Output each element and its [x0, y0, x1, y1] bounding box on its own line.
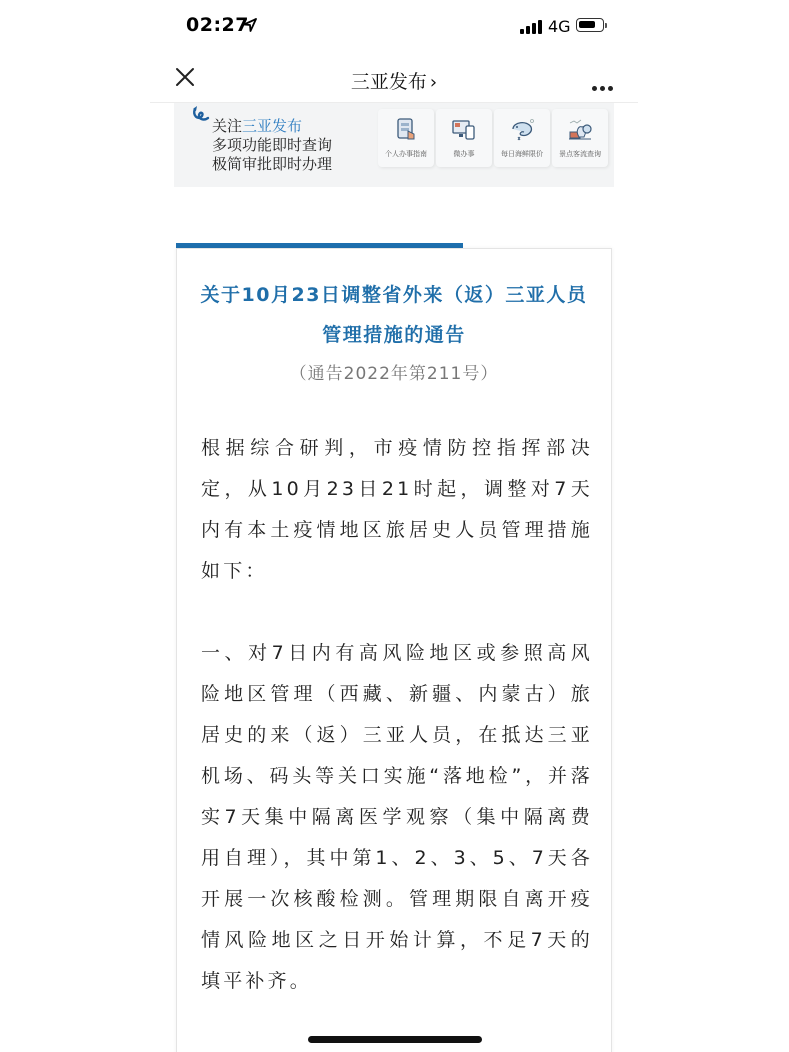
tile-scenic-traffic[interactable]	[552, 109, 608, 167]
cellular-signal-icon	[520, 20, 542, 34]
tile-label: 每日海鲜限价	[501, 150, 543, 158]
devices-icon	[451, 117, 477, 143]
status-bar	[150, 0, 638, 56]
network-type: 4G	[548, 17, 571, 36]
location-arrow-icon	[242, 17, 258, 33]
phone-screen	[150, 0, 638, 1052]
tile-micro-services[interactable]	[436, 109, 492, 167]
shrimp-icon	[509, 117, 535, 143]
banner-line-2: 多项功能即时查询	[212, 136, 333, 154]
battery-tip	[605, 23, 607, 28]
tile-label: 景点客流查询	[559, 150, 601, 158]
status-time: 02:27	[186, 14, 249, 36]
battery-icon	[576, 18, 604, 32]
tile-label: 微办事	[453, 150, 475, 158]
follow-banner[interactable]	[174, 103, 614, 187]
tile-label: 个人办事指南	[385, 150, 427, 158]
article-paragraph: 一、对7日内有高风险地区或参照高风险地区管理（西藏、新疆、内蒙古）旅居史的来（返）三亚人员，在抵达三亚机场、码头等关口实施“落地检”，并落实7天集中隔离医学观察（集中隔离费用自理），其中第1、2、3、5、7天各开展一次核酸检测。管理期限自离开疫情风险地区之日开始计算，不足7天的填平补齐。	[201, 642, 593, 992]
scenic-location-icon	[567, 117, 593, 143]
tile-seafood-price[interactable]	[494, 109, 550, 167]
home-indicator[interactable]	[308, 1036, 482, 1043]
banner-follow-prefix: 关注	[212, 117, 243, 135]
article-card	[176, 248, 612, 1052]
article-notice-number: （通告2022年第211号）	[289, 364, 499, 384]
banner-account-name: 三亚发布	[242, 117, 303, 135]
article-paragraph: 根据综合研判，市疫情防控指挥部决定，从10月23日21时起，调整对7天内有本土疫情地区旅居史人员管理措施如下：	[201, 437, 593, 582]
banner-service-tiles	[378, 109, 608, 167]
account-title-link[interactable]	[150, 67, 638, 94]
article-title: 关于10月23日调整省外来（返）三亚人员管理措施的通告	[200, 284, 588, 346]
chevron-right-icon: ›	[429, 72, 438, 93]
account-name: 三亚发布	[350, 71, 427, 93]
more-options-icon[interactable]	[592, 76, 616, 82]
banner-line-3: 极简审批即时办理	[212, 155, 333, 173]
nav-bar	[150, 56, 638, 103]
tile-personal-guide[interactable]	[378, 109, 434, 167]
tablet-tap-icon	[393, 117, 419, 143]
hook-arrow-icon	[190, 105, 210, 125]
banner-slogan	[212, 117, 332, 174]
